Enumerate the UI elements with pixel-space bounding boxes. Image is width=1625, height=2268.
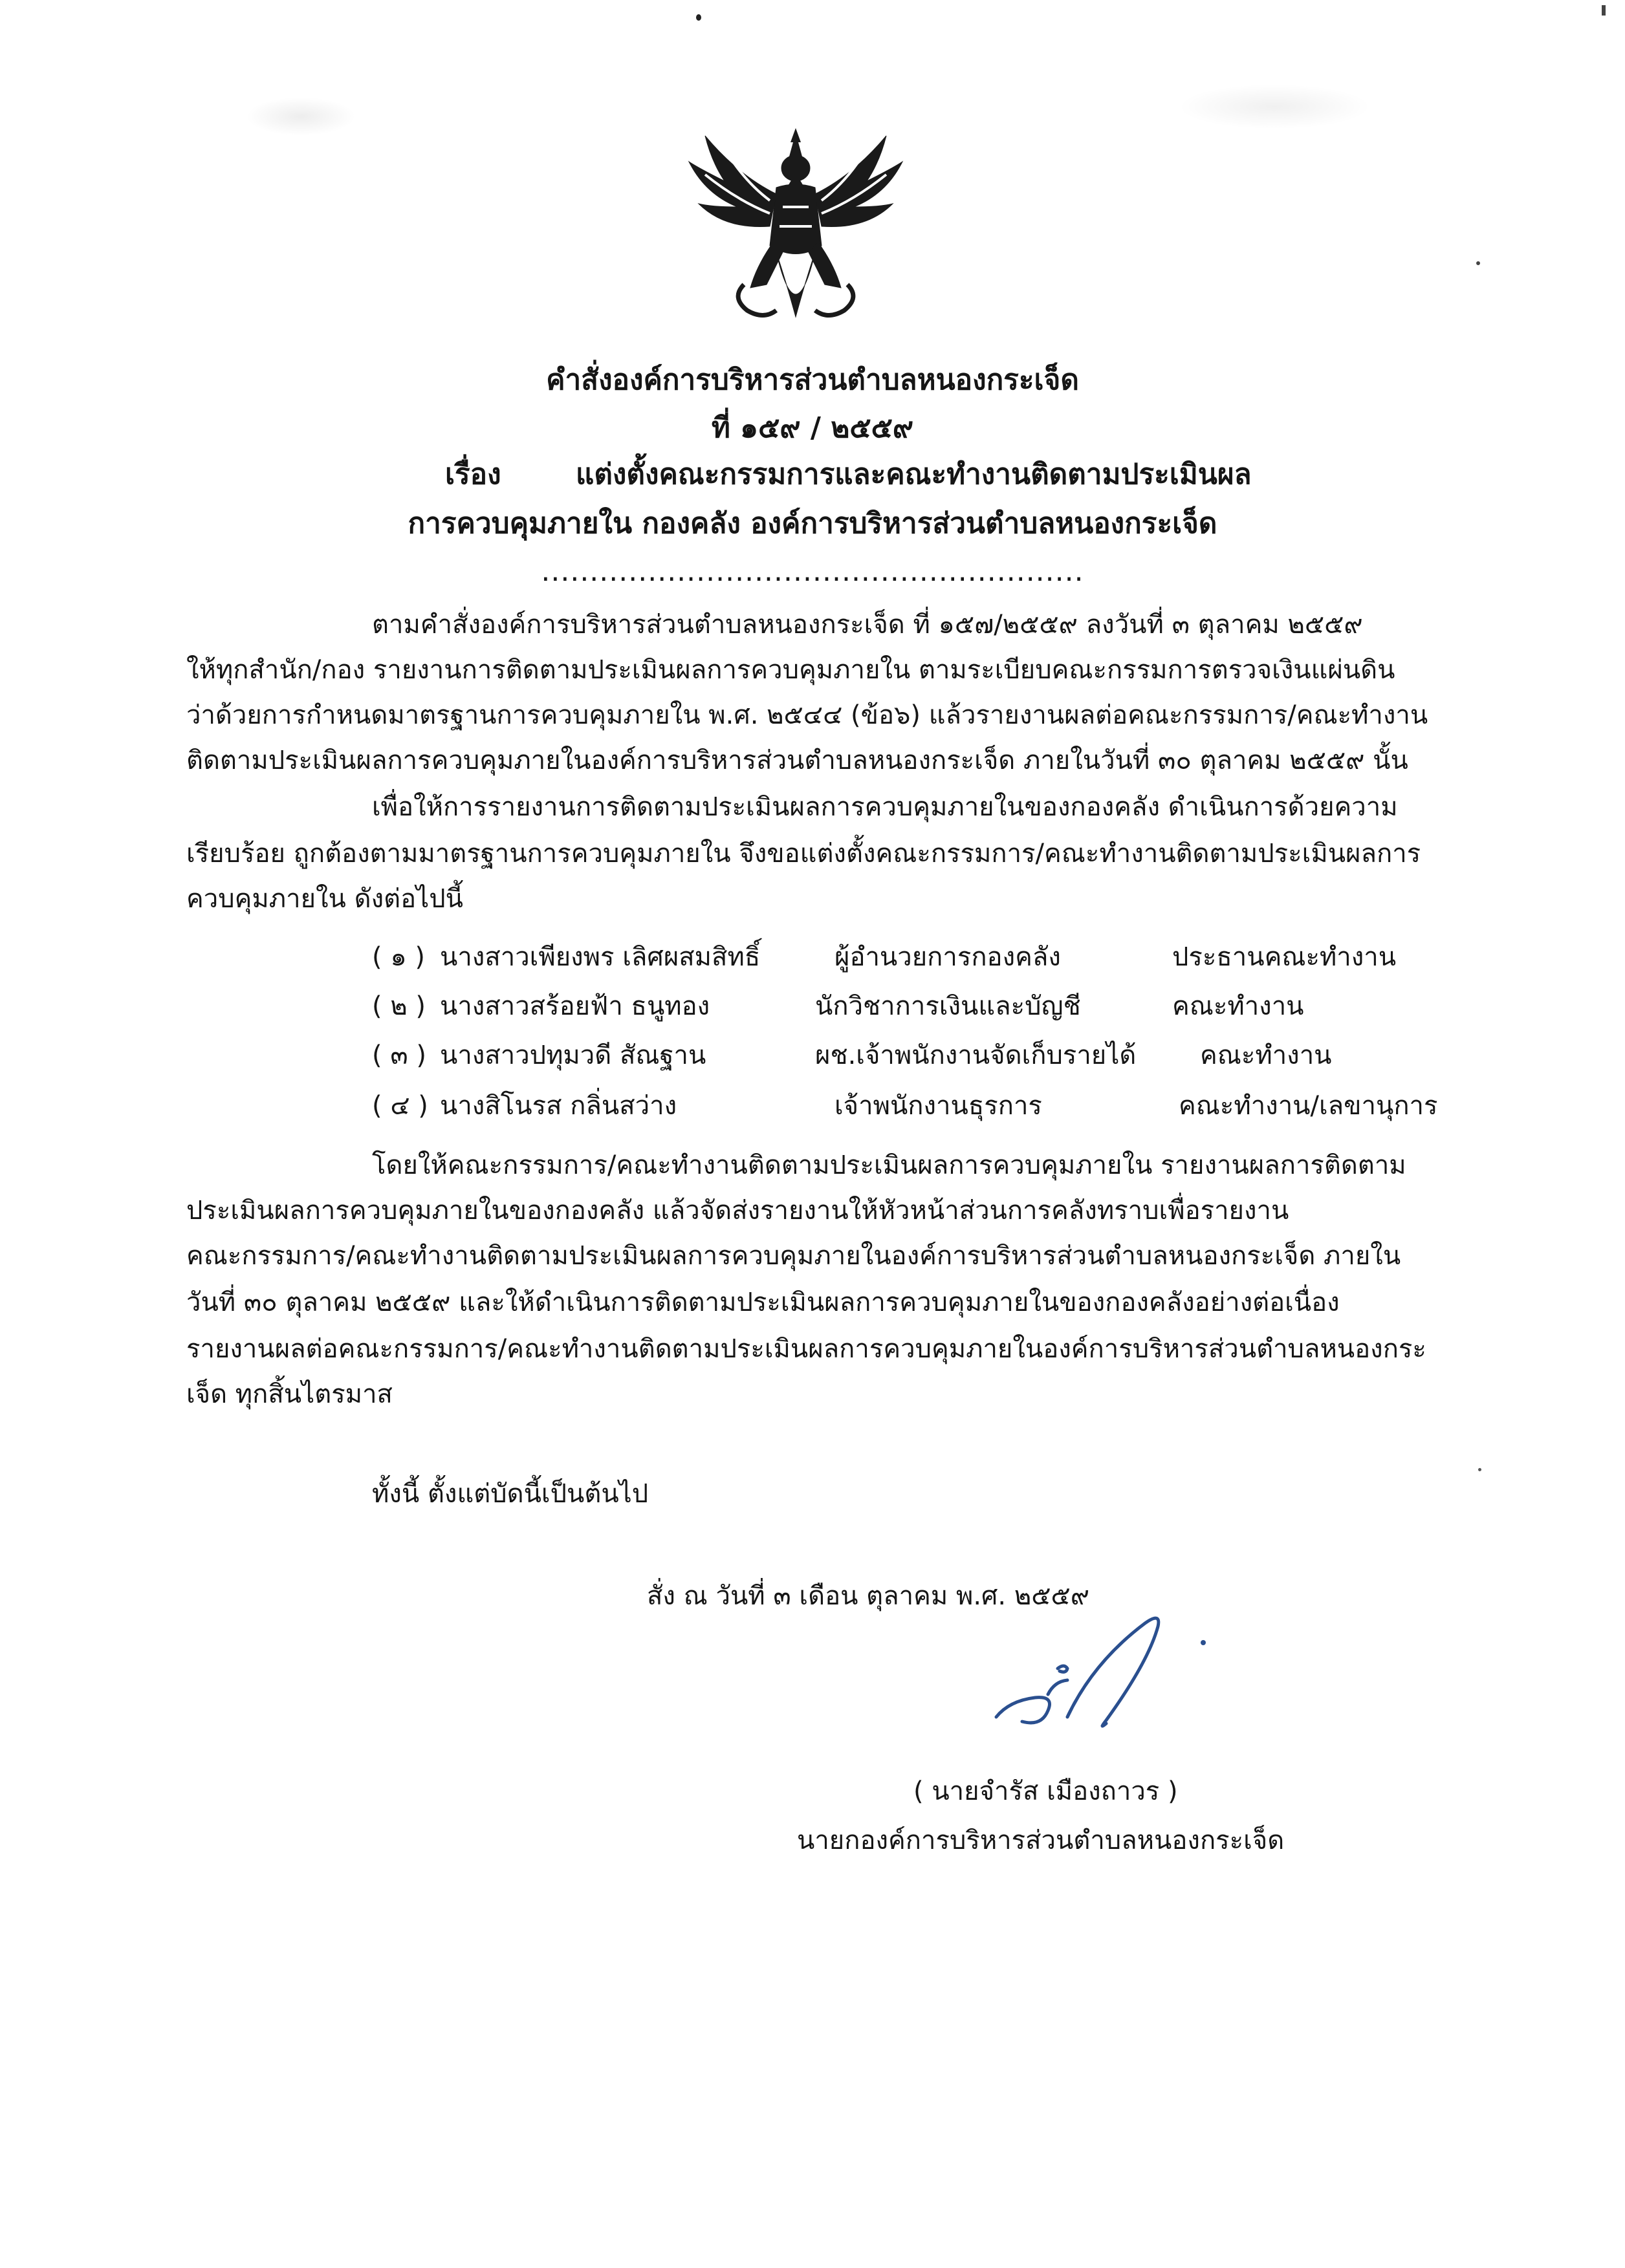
member-3-name: นางสาวปทุมวดี สัณฐาน bbox=[440, 1041, 706, 1070]
signer-name: ( นายจำรัส เมืองถาวร ) bbox=[913, 1777, 1178, 1806]
handwritten-signature bbox=[983, 1604, 1229, 1746]
scan-speck bbox=[696, 14, 701, 21]
scan-speck bbox=[1476, 261, 1480, 265]
scan-speck bbox=[1478, 1468, 1481, 1471]
subject-line-1: แต่งตั้งคณะกรรมการและคณะทำงานติดตามประเมินผล bbox=[576, 458, 1252, 491]
member-3-role: คณะทำงาน bbox=[1200, 1041, 1332, 1070]
paragraph-1-line-3: ว่าด้วยการกำหนดมาตรฐานการควบคุมภายใน พ.ศ. ๒๕๔๔ (ข้อ๖) แล้วรายงานผลต่อคณะกรรมการ/คณะทำงาน bbox=[186, 700, 1428, 730]
member-4-role: คณะทำงาน/เลขานุการ bbox=[1179, 1091, 1438, 1121]
paragraph-1-line-2: ให้ทุกสำนัก/กอง รายงานการติดตามประเมินผลการควบคุมภายใน ตามระเบียบคณะกรรมการตรวจเงินแผ่นดิน bbox=[186, 655, 1395, 685]
effective-clause: ทั้งนี้ ตั้งแต่บัดนี้เป็นต้นไป bbox=[372, 1479, 649, 1509]
member-2-number: ( ๒ ) bbox=[372, 991, 426, 1021]
member-2-position: นักวิชาการเงินและบัญชี bbox=[815, 991, 1081, 1021]
paragraph-3-line-5: รายงานผลต่อคณะกรรมการ/คณะทำงานติดตามประเมินผลการควบคุมภายในองค์การบริหารส่วนตำบลหนองกระ bbox=[186, 1334, 1426, 1364]
member-2-name: นางสาวสร้อยฟ้า ธนูทอง bbox=[440, 991, 710, 1021]
paragraph-2-line-2: เรียบร้อย ถูกต้องตามมาตรฐานการควบคุมภายใน จึงขอแต่งตั้งคณะกรรมการ/คณะทำงานติดตามประเมินผลการ bbox=[186, 839, 1421, 869]
member-3-position: ผช.เจ้าพนักงานจัดเก็บรายได้ bbox=[815, 1041, 1137, 1070]
member-3-number: ( ๓ ) bbox=[372, 1041, 426, 1070]
order-title: คำสั่งองค์การบริหารส่วนตำบลหนองกระเจ็ด bbox=[546, 363, 1079, 396]
member-1-role: ประธานคณะทำงาน bbox=[1172, 942, 1397, 972]
paragraph-3-line-6: เจ็ด ทุกสิ้นไตรมาส bbox=[186, 1379, 393, 1409]
header-separator: ........................................................ bbox=[541, 555, 1084, 588]
scan-speck bbox=[1602, 5, 1606, 16]
scan-smudge bbox=[246, 97, 356, 136]
subject-label: เรื่อง bbox=[445, 458, 501, 491]
subject-line-2: การควบคุมภายใน กองคลัง องค์การบริหารส่วนตำบลหนองกระเจ็ด bbox=[408, 507, 1217, 540]
paragraph-3-line-3: คณะกรรมการ/คณะทำงานติดตามประเมินผลการควบคุมภายในองค์การบริหารส่วนตำบลหนองกระเจ็ด ภายใน bbox=[186, 1241, 1401, 1271]
order-number: ที่ ๑๕๙ / ๒๕๕๙ bbox=[711, 411, 914, 444]
paragraph-3-line-4: วันที่ ๓๐ ตุลาคม ๒๕๕๙ และให้ดำเนินการติดตามประเมินผลการควบคุมภายในของกองคลังอย่างต่อเนื่อง bbox=[186, 1288, 1340, 1317]
garuda-emblem-icon bbox=[686, 123, 906, 336]
member-4-name: นางสิโนรส กลิ่นสว่าง bbox=[440, 1091, 677, 1121]
member-1-name: นางสาวเพียงพร เลิศผสมสิทธิ์ bbox=[440, 942, 761, 972]
paragraph-3-line-1: โดยให้คณะกรรมการ/คณะทำงานติดตามประเมินผลการควบคุมภายใน รายงานผลการติดตาม bbox=[372, 1150, 1406, 1180]
member-1-number: ( ๑ ) bbox=[372, 942, 426, 972]
signer-title: นายกองค์การบริหารส่วนตำบลหนองกระเจ็ด bbox=[797, 1826, 1285, 1855]
paragraph-3-line-2: ประเมินผลการควบคุมภายในของกองคลัง แล้วจัดส่งรายงานให้หัวหน้าส่วนการคลังทราบเพื่อรายงาน bbox=[186, 1196, 1289, 1226]
paragraph-2-line-1: เพื่อให้การรายงานการติดตามประเมินผลการควบคุมภายในของกองคลัง ดำเนินการด้วยความ bbox=[372, 792, 1398, 822]
paragraph-2-line-3: ควบคุมภายใน ดังต่อไปนี้ bbox=[186, 884, 463, 914]
scan-smudge bbox=[1177, 84, 1371, 129]
member-4-position: เจ้าพนักงานธุรการ bbox=[834, 1091, 1042, 1121]
paragraph-1-line-1: ตามคำสั่งองค์การบริหารส่วนตำบลหนองกระเจ็ด ที่ ๑๕๗/๒๕๕๙ ลงวันที่ ๓ ตุลาคม ๒๕๕๙ bbox=[372, 610, 1363, 640]
order-date: สั่ง ณ วันที่ ๓ เดือน ตุลาคม พ.ศ. ๒๕๕๙ bbox=[647, 1581, 1090, 1611]
paragraph-1-line-4: ติดตามประเมินผลการควบคุมภายในองค์การบริหารส่วนตำบลหนองกระเจ็ด ภายในวันที่ ๓๐ ตุลาคม ๒๕๕๙ นั้น bbox=[186, 746, 1408, 775]
member-2-role: คณะทำงาน bbox=[1172, 991, 1304, 1021]
member-4-number: ( ๔ ) bbox=[372, 1091, 428, 1121]
member-1-position: ผู้อำนวยการกองคลัง bbox=[834, 942, 1061, 972]
